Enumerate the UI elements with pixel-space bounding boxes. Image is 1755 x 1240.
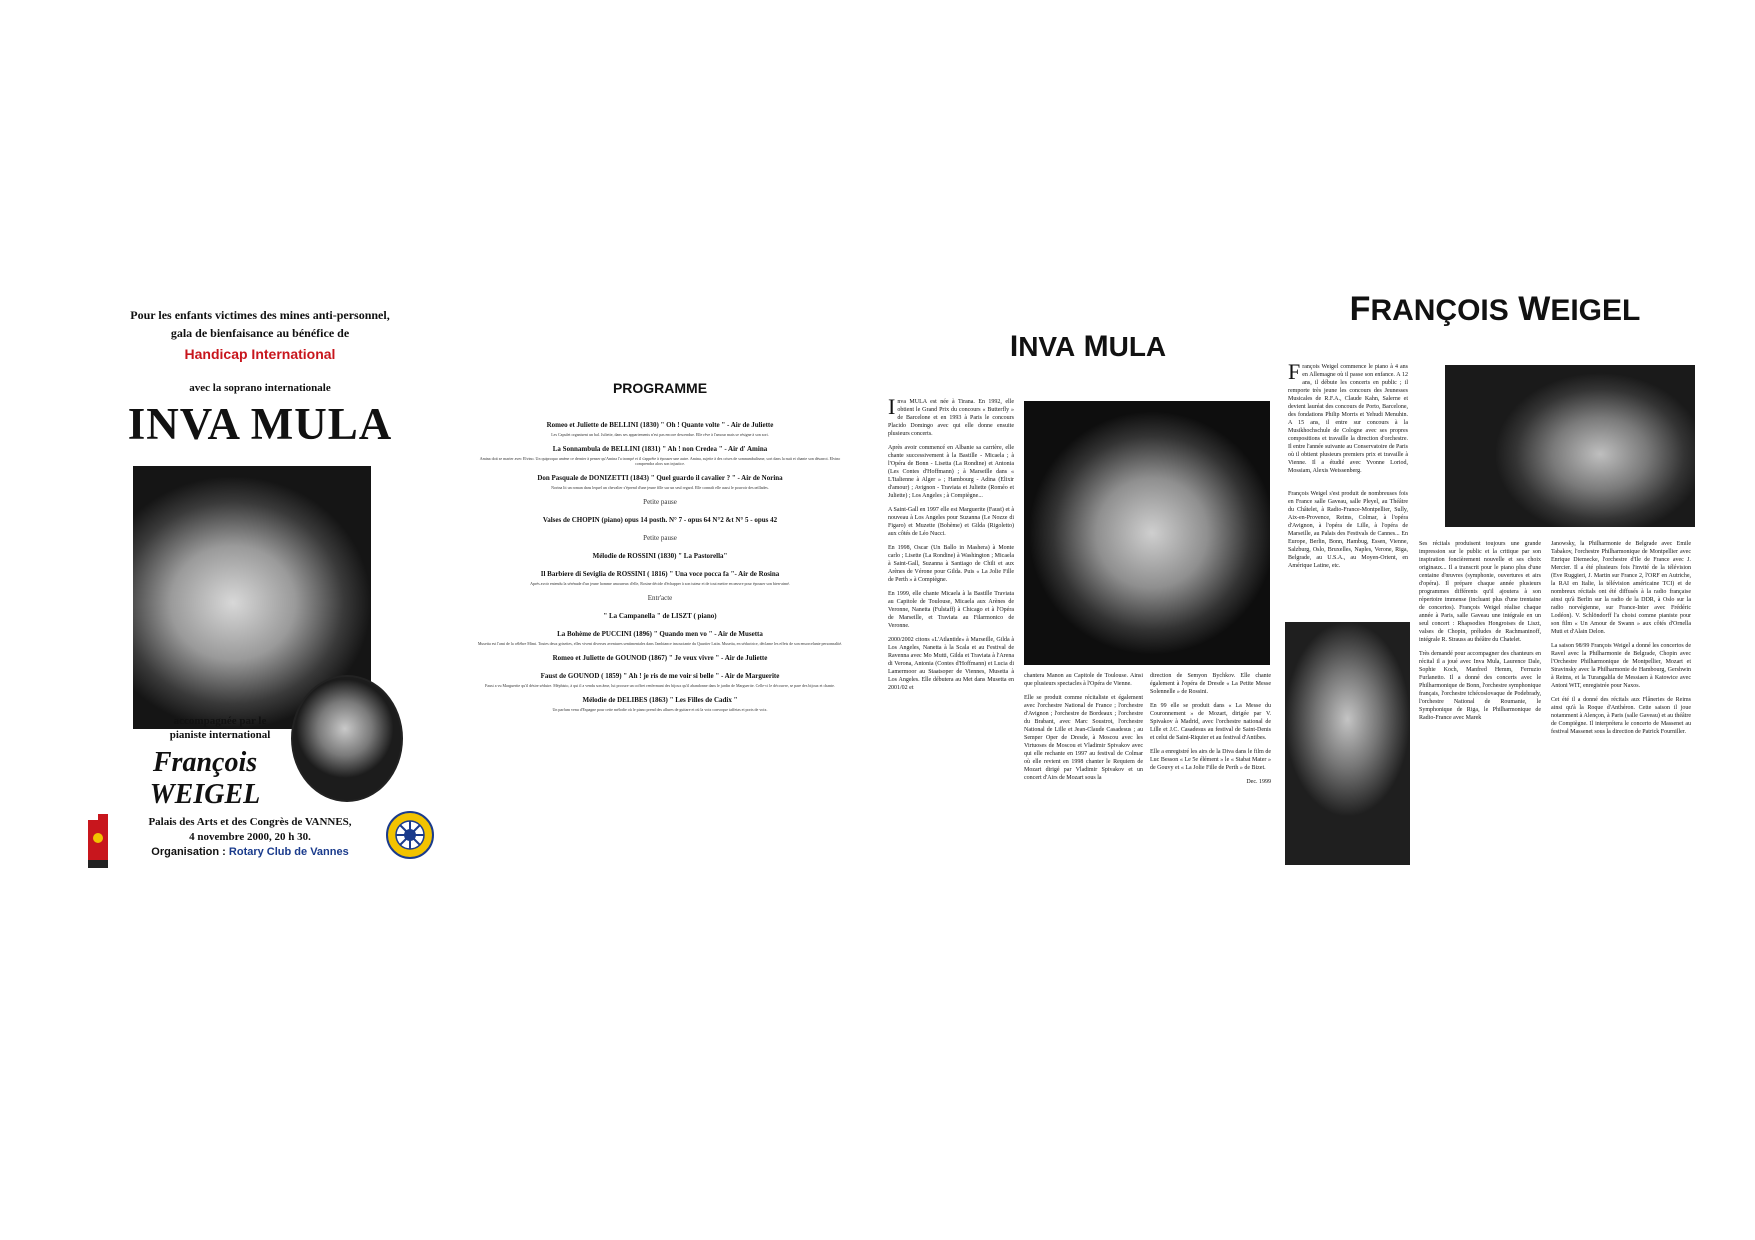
- bio-paragraph-text: chantera Manon au Capitole de Toulouse. Ainsi que plusieurs spectacles à l'Opéra de Vienne.: [1024, 673, 1143, 687]
- poster-intro-line2: gala de bienfaisance au bénéfice de: [170, 326, 350, 340]
- programme-description: Norina lit un roman dans lequel un chevalier s'éprend d'une jeune fille sur un seul regard. Elle connaît elle aussi le pouvoir des œillades.: [551, 485, 769, 490]
- programme-description: Après avoir entendu la sérénade d'un jeune homme amoureux d'elle, Rosine décide d'échapper à son tuteur et de tout mettre en œuvre pour épouser son bien-aimé.: [530, 581, 790, 586]
- title-letter-m: M: [1083, 330, 1109, 363]
- accompanied-line1: accompagnée par le: [173, 715, 267, 727]
- francois-weigel-title: [1285, 290, 1705, 329]
- bio-paragraph-text: En 1998, Oscar (Un Ballo in Mashera) à Monte carlo ; Lisette (La Rondine) à Washington ; Micaela à Saint-Gall, Suzanna à Santiago de Chili et aux Arènes de Vérone pour Gilda. Puis « La Jolie Fille de Perth » à Compiègne.: [888, 545, 1014, 583]
- bio-signature-date: Dec. 1999: [1246, 779, 1271, 785]
- bio-paragraph: [1150, 672, 1271, 696]
- programme-piece: Mélodie de DELIBES (1863) " Les Filles de Cadix ": [582, 696, 738, 704]
- bio-paragraph: [1024, 694, 1143, 782]
- mula-column-1: [888, 394, 1014, 698]
- bio-paragraph: [1419, 650, 1541, 722]
- weigel-column-3: [1551, 540, 1691, 742]
- bio-paragraph: [1024, 672, 1143, 688]
- bio-paragraph: [1288, 490, 1408, 570]
- bio-paragraph-text: direction de Semyon Bychkov. Elle chante également à l'opéra de Dresde « La Petite Messe Solennelle » de Rossini.: [1150, 673, 1271, 695]
- bio-paragraph-text: 2000/2002 citons «L'Atlantide» à Marseille, Gilda à Los Angeles, Nanetta à la Scala et au Festival de Ravenna avec Mo Mutti, Gilda et Traviata à l'Arena di Verona, Antonia (Contes d'Hoffmann) et Lucia di Lamermoor au Staatsoper de Viennes, Musetta à Los Angeles. Elle débutera au Met dans Musetta en 2001/02 et: [888, 637, 1014, 691]
- programme-piece: Romeo et Juliette de GOUNOD (1867) " Je veux vivre " - Air de Juliette: [552, 654, 768, 662]
- programme-item: [470, 569, 850, 586]
- title-rest-ula: ULA: [1108, 331, 1167, 362]
- programme-item: [470, 611, 850, 621]
- dropcap-letter: I: [888, 394, 896, 419]
- programme-piece: Mélodie de ROSSINI (1830) " La Pastorella": [592, 552, 728, 560]
- accompanied-line2: pianiste international: [169, 729, 271, 741]
- bio-paragraph: [888, 636, 1014, 692]
- bio-paragraph-text: En 1999, elle chante Micaela à la Bastille Traviata au Capitole de Toulouse, Micaela aux Arènes de Veronne, Nanetta (Fulstaff) à Chicago et à l'Opéra de Marseille, et Traviata au Filarmonico de Veronne.: [888, 591, 1014, 629]
- bio-paragraph: [1288, 359, 1408, 475]
- bio-paragraph-text: François Weigel s'est produit de nombreuses fois en France salle Gaveau, salle Pleyel, au Théâtre du Châtelet, à Radio-France-Montpellier, Sully, Aix-en-Provence, Reims, Colmar, à l'opéra d'Avignon, à l'opéra de Lille, à l'opéra de Marseille, au Palais des Festivals de Cannes... En Europe, Berlin, Bonn, Hambug, Essen, Vienne, Salzburg, Oslo, Bruxelles, Naples, Verone, Riga, Belgrade, au U.S.A., au Moyen-Orient, en Amérique Latine, etc.: [1288, 491, 1408, 569]
- bio-paragraph-text: nva MULA est née à Tirana. En 1992, elle obtient le Grand Prix du concours « Butterfly » de Barcelone et en 1993 à Paris le concours Placido Domingo avec qui elle donne ensuite plusieurs concerts.: [888, 399, 1014, 437]
- bio-paragraph-text: La saison 98/99 François Weigel a donné les concertos de Ravel avec la Philharmonie de Belgrade, Chopin avec l'Orchestre Philharmonique de Montpellier, Mozart et Stravinsky avec la Philharmonie de Hambourg, Gershwin à Reims, et la Turangalila de Messiaen à Katowice avec Antoni WIT, enregistrée pour Naxos.: [1551, 643, 1691, 689]
- programme-item: [470, 593, 850, 603]
- bio-paragraph-text: Elle se produit comme récitaliste et également avec l'orchestre National de France ; l'orchestre d'Avignon ; l'orchestre de Bordeaux ; l'orchestre du Brabant, avec Marc Soustrot, l'orchestre National de Lille et Jean-Claude Casadesus ; au Semper Oper de Dresde, à Moscou avec les Virtuoses de Moscou et Vladimir Spivakov avec qui elle rechante en 1997 au festival de Colmar où elle revient en 1998 chanter le Requiem de Mozart dirigé par Vladimir Spivakov et un concert d'Airs de Mozart sous la: [1024, 695, 1143, 781]
- programme-pause: Petite pause: [643, 534, 677, 542]
- bio-paragraph: [888, 544, 1014, 584]
- weigel-photo-eiffel: [1445, 365, 1695, 527]
- title-letter-w: W: [1518, 290, 1551, 328]
- bio-paragraph-text: Ses récitals produisent toujours une grande impression sur le public et la critique par son inspiration foncièrement nouvelle et ses choix originaux... Il a transcrit pour le piano plus d'une centaine d'œuvres (symphonie, ouvertures et airs d'opéra). Il prépare chaque année plusieurs programmes différents qu'il ajoutera à son répertoire immense (incluant plus d'une trentaine de concertos). François Weigel réalise chaque année à Paris, salle Gaveau une intégrale en un seul concert : Rhapsodies Hongroises de Liszt, valses de Chopin, préludes de Rachmaninoff, intégrale R. Strauss au théâtre du Chatelet.: [1419, 541, 1541, 643]
- programme-piece: Il Barbiere di Seviglia de ROSSINI ( 1816) " Una voce pocca fa "- Air de Rosina: [540, 570, 780, 578]
- singer-name: INVA MULA: [127, 399, 393, 449]
- organisation-line: [125, 846, 375, 858]
- venue-line: Palais des Arts et des Congrès de VANNES,: [148, 816, 352, 828]
- programme-item: [470, 551, 850, 561]
- programme-description: Musetta est l'ami de la célèbre Mimi. Toutes deux grisettes, elles vivent diverses aventures sentimentales dans l'ambiance insouciante du Quartier Latin. Musetta, en séductrice, déclame les effets de son ensorcelante personnalité.: [477, 641, 843, 646]
- programme-description: Faust a vu Marguerite qu'il désire séduire. Méphisto, à qui il a vendu son âme, lui procure un coffret renfermant des bijoux qu'il abandonne dans le jardin de Marguerite. Celle-ci le découvre, se pare des bijoux et chante.: [485, 683, 835, 688]
- bio-paragraph-text: Cet été il a donné des récitals aux Flâneries de Reims ainsi qu'à la Roque d'Anthéron. Cette saison il joue notamment à Alençon, à Paris (salle Gaveau) et au théâtre de Compiègne. Il interprétera le concerto de Massenet au festival Massenet sous la direction de Patrick Fourniller.: [1551, 697, 1691, 735]
- francois-weigel-biography: [1285, 290, 1705, 870]
- bio-paragraph: [888, 444, 1014, 500]
- date-line: 4 novembre 2000, 20 h 30.: [189, 831, 311, 843]
- title-rest-rancois: RANÇOIS: [1370, 294, 1509, 327]
- programme-item: [470, 695, 850, 712]
- mula-column-2: [1024, 672, 1143, 788]
- dropcap-letter: F: [1288, 359, 1301, 384]
- programme-item: [470, 420, 850, 437]
- programme-description: Les Capulet organisent un bal. Juliette, dans ses appartements n'est pas encore descendue. Elle rêve à l'amour mais se résigne à son sort.: [551, 432, 769, 437]
- bio-paragraph: [888, 394, 1014, 438]
- programme-title: PROGRAMME: [612, 380, 708, 396]
- bio-paragraph: [1150, 748, 1271, 772]
- gala-poster: [85, 300, 435, 875]
- title-letter-i: I: [1009, 330, 1019, 363]
- title-rest-nva: NVA: [1018, 331, 1076, 362]
- bio-paragraph-text: Très demandé pour accompagner des chanteurs en récital il a joué avec Inva Mula, Laurence Dale, Sophie Koch, Manfred Hemm, Ferruzio Furlanetto. Il a donné des concerts avec le Philharmonique de Bonn, l'orchestre symphonique français, l'orchestre tchécoslovaque de Podebrady, l'orchestre National de Roumanie, le Symphonique de Riga, le Philharmonique de Radio-France avec Marek: [1419, 651, 1541, 721]
- weigel-column-1b: [1288, 490, 1408, 576]
- programme-piece: La Bohème de PUCCINI (1896) " Quando men vo " - Air de Musetta: [557, 630, 763, 638]
- handicap-international-logo: [85, 812, 111, 870]
- programme-item: [470, 444, 850, 466]
- programme-pause: Entr'acte: [647, 594, 673, 602]
- programme-item: [470, 473, 850, 490]
- programme-item: [470, 515, 850, 525]
- bio-paragraph-text: En 99 elle se produit dans « La Messe du Couronnement » de Mozart, dirigée par V. Spivakov à Madrid, avec l'orchestre national de Lille et J.C. Casadesus au festival de Saint-Denis et celui de Saint-Riquier et au festival d'Antibes.: [1150, 703, 1271, 741]
- bio-paragraph: [888, 506, 1014, 538]
- bio-paragraph-text: Janowsky, la Philharmonie de Belgrade avec Emile Tabakov, l'orchestre Philharmonique de Montpellier avec Enrique Diemecke, l'orchestre d'Ile de France avec J. Mercier. Il a été plusieurs fois l'invité de la télévision (Eve Ruggieri, J. Martin sur France 2, l'ORF en Autriche, la RAI en Italie, la télévision américaine TCI) et de nombreux récitals ont été diffusés à la radio française ainsi qu'à Berlin sur la radio de la DDR, à Oslo sur la radio norvégienne, sur France-Inter avec Frédéric Lodéon). V. Schlöndorff l'a choisi comme pianiste pour son film « Un Amour de Swann » aux côtés d'Ornella Muti et d'Alain Delon.: [1551, 541, 1691, 635]
- bio-paragraph-text: A Saint-Gall en 1997 elle est Marguerite (Faust) et à nouveau à Los Angeles pour Suzanna (Le Nozze di Figaro) et Muzette (Bohème) et Gilda (Rigoletto) aux côtés de Léo Nucci.: [888, 507, 1014, 537]
- programme-description: Amina doit se marier avec Elvino. Un quiproquo amène ce dernier à penser qu'Amina l'a trompé et il s'apprête à épouser une autre. Amina, sujette à des crises de somnambulisme, sort dans la nuit et chante son désarroi. Elvino comprendra alors son injustice.: [479, 456, 841, 466]
- bio-paragraph-text: rançois Weigel commence le piano à 4 ans en Allemagne où il passe son enfance. A 12 ans, il débute les concerts en public ; il remporte très jeune les concours des Jeunesses Musicales de R.F.A., Claude Kahn, Salerne et devient lauréat des concours de Porto, Barcelone, des fondations Philip Morris et Yehudi Menuhin. A 15 ans, il entre sur concours à la Musikhochschule de Cologne avec ses propres compositions et travaille la direction d'orchestre. Il entre l'année suivante au Conservatoire de Paris où il obtient plusieurs premiers prix et travaille à Vienne. Il a étudié avec Yvonne Loriod, Mossiam, Alexis Weissenberg.: [1288, 364, 1408, 474]
- inva-mula-biography: [888, 320, 1288, 855]
- programme-description: Un parfum venu d'Espagne pour cette mélodie où le piano prend des allures de guitare et où la voix convoque taffetas et ports de voix.: [552, 707, 768, 712]
- programme-item: [470, 533, 850, 543]
- organisation-name: Rotary Club de Vannes: [228, 846, 349, 858]
- bio-paragraph: [1551, 696, 1691, 736]
- programme-item: [470, 497, 850, 507]
- organisation-label: Organisation :: [151, 846, 226, 858]
- programme-item: [470, 653, 850, 663]
- programme-piece: Faust de GOUNOD ( 1859) " Ah ! je ris de me voir si belle " - Air de Marguerite: [540, 672, 780, 680]
- bio-paragraph-text: Elle a enregistré les airs de la Diva dans le film de Luc Besson « Le 5e élément » le « Stabat Mater » de Gouvy et « La Jolie Fille de Perth » de Bizet.: [1150, 749, 1271, 771]
- programme-item: [470, 629, 850, 646]
- programme-item: [470, 671, 850, 688]
- programme-pause: Petite pause: [643, 498, 677, 506]
- poster-intro-line4: avec la soprano internationale: [189, 382, 331, 394]
- rotary-logo: [385, 810, 435, 860]
- programme-piece: Valses de CHOPIN (piano) opus 14 posth. N° 7 - opus 64 N°2 &t N° 5 - opus 42: [542, 516, 778, 524]
- pianist-oval-photo: [291, 675, 403, 802]
- bio-paragraph: [1551, 642, 1691, 690]
- bio-paragraph-text: Après avoir commencé en Albanie sa carrière, elle chante successivement à la Bastille - Micaela ; à l'Opéra de Bonn - Lisetta (La Rondine) et Antonia (Les Contes d'Hoffmann) ; à Marseille dans « L'Italienne à Alger » ; Hambourg - Adina (Elixir d'amour) ; Avignon - Traviata et Juliette (Roméo et Juliette) ; Los Angeles ; à Compiègne...: [888, 445, 1014, 499]
- inva-mula-title: [998, 330, 1178, 364]
- programme-piece: La Sonnambula de BELLINI (1831) " Ah ! non Credea " - Air d' Amina: [552, 445, 768, 453]
- bio-paragraph: [888, 590, 1014, 630]
- bio-paragraph: [1150, 702, 1271, 742]
- title-rest-eigel: EIGEL: [1550, 294, 1641, 327]
- pianist-name: François WEIGEL: [149, 747, 261, 810]
- programme-piece: Don Pasquale de DONIZETTI (1843) " Quel guardo il cavalier ? " - Air de Norina: [537, 474, 783, 482]
- bio-paragraph: [1551, 540, 1691, 636]
- bio-paragraph: [1419, 540, 1541, 644]
- programme-piece: Romeo et Juliette de BELLINI (1830) " Oh ! Quante volte " - Air de Juliette: [546, 421, 774, 429]
- poster-intro-line1: Pour les enfants victimes des mines anti-personnel,: [130, 308, 390, 322]
- weigel-column-2: [1419, 540, 1541, 728]
- charity-name: Handicap International: [184, 346, 336, 362]
- mula-column-3: [1150, 672, 1271, 786]
- programme-page: [470, 380, 850, 785]
- weigel-column-1: [1288, 359, 1408, 481]
- programme-piece: " La Campanella " de LISZT ( piano): [603, 612, 717, 620]
- title-letter-f: F: [1349, 290, 1371, 328]
- inva-mula-photo: [1024, 401, 1270, 665]
- weigel-portrait-photo: [1285, 622, 1410, 865]
- programme-list: [470, 420, 850, 719]
